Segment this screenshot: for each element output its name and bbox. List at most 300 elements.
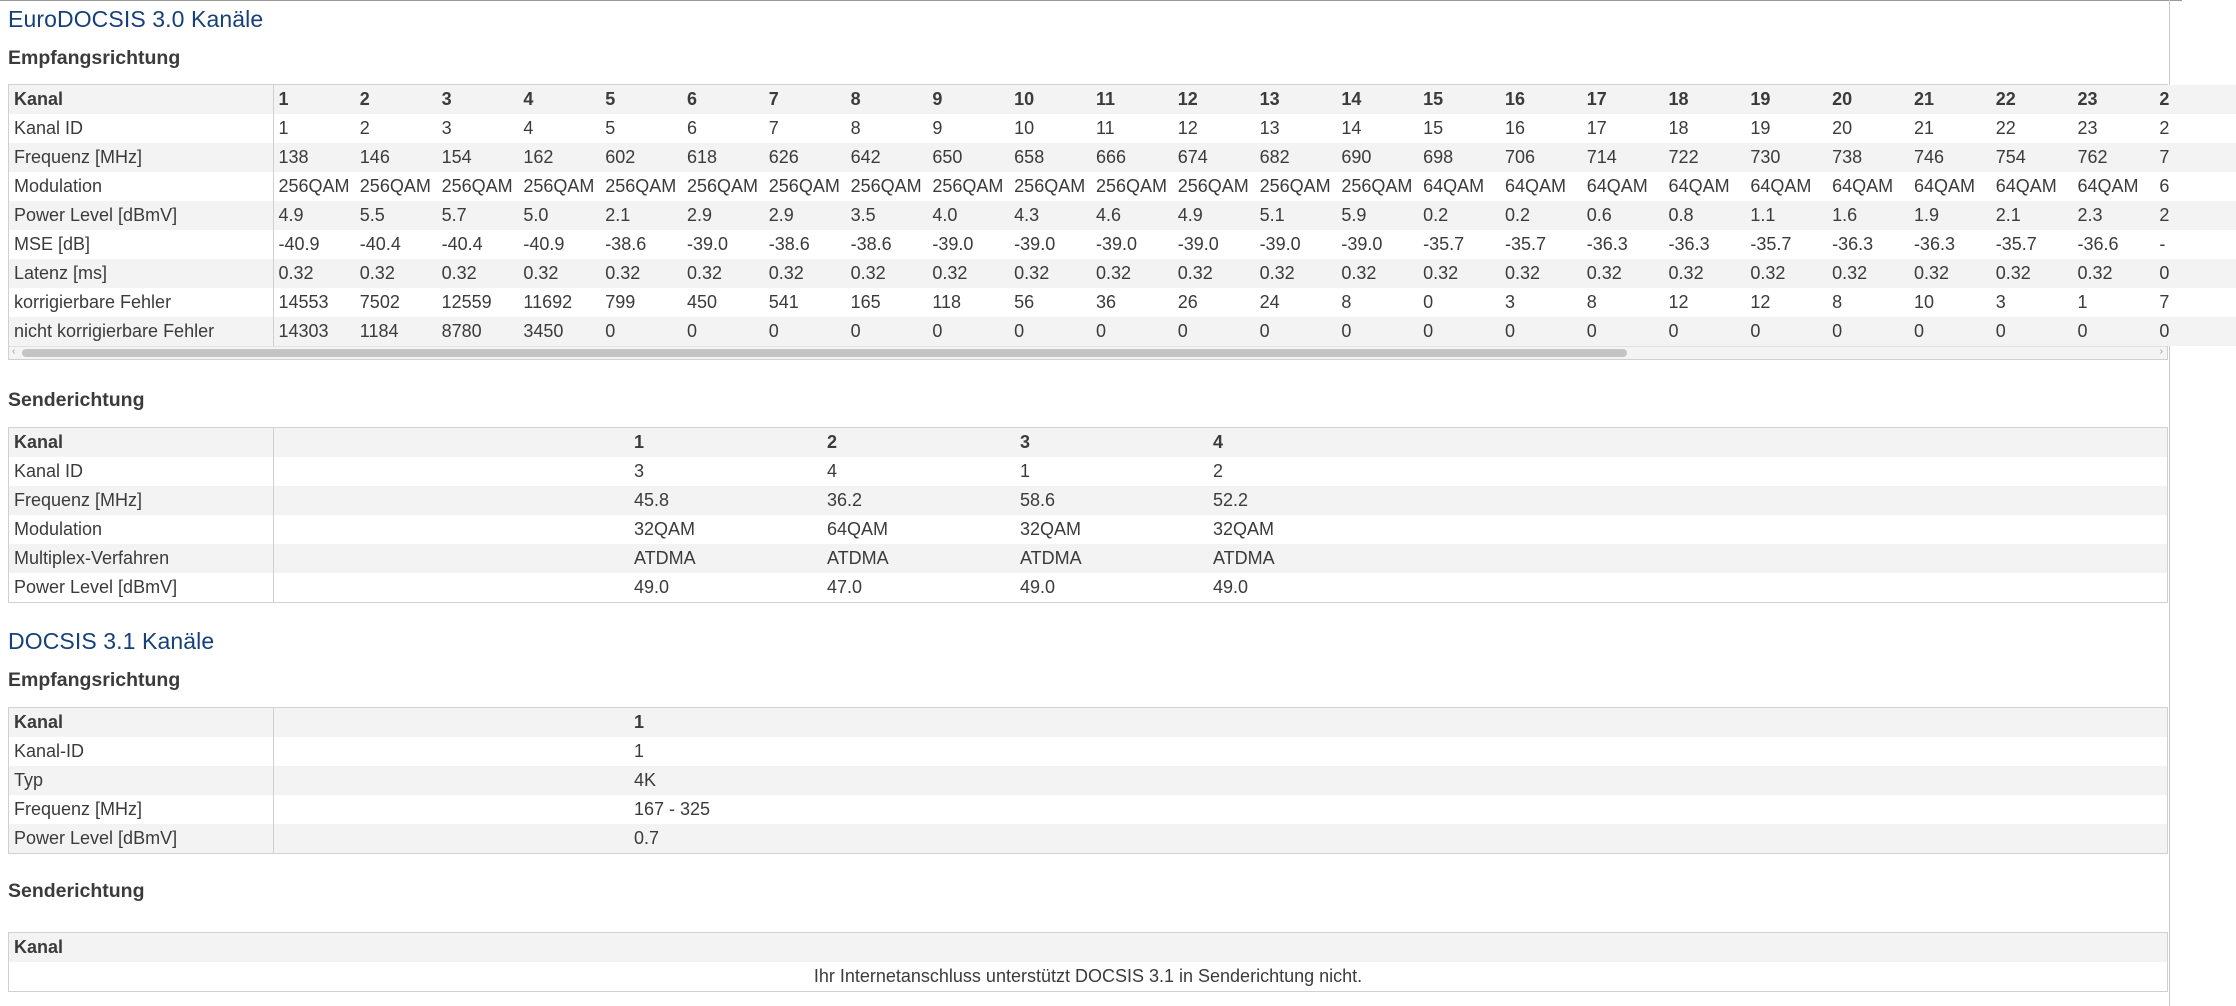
table-cell: 0.32 xyxy=(1336,259,1418,288)
row-label: Power Level [dBmV] xyxy=(9,824,273,853)
table-cell: -38.6 xyxy=(764,230,846,259)
spacer-cell xyxy=(273,515,629,544)
spacer-cell xyxy=(273,824,629,853)
table-cell: 0 xyxy=(2073,317,2155,346)
table-cell: 64QAM xyxy=(1582,172,1664,201)
docsis30-upstream-heading: Senderichtung xyxy=(8,389,145,411)
table-cell: 64QAM xyxy=(1664,172,1746,201)
table-cell: -39.0 xyxy=(1255,230,1337,259)
docsis31-upstream-table-container xyxy=(8,932,2168,992)
table-cell: -39.0 xyxy=(927,230,1009,259)
table-cell: -36.3 xyxy=(1827,230,1909,259)
row-label: Kanal ID xyxy=(9,457,273,486)
table-cell: 0.32 xyxy=(1500,259,1582,288)
table-cell: 3 xyxy=(1991,288,2073,317)
table-cell: 12 xyxy=(1745,288,1827,317)
table-cell: 256QAM xyxy=(1009,172,1091,201)
channel-header-cell: 6 xyxy=(682,85,764,114)
table-cell: 2.9 xyxy=(764,201,846,230)
table-cell: 0 xyxy=(1582,317,1664,346)
channel-header-cell: 7 xyxy=(764,85,846,114)
row-label: Power Level [dBmV] xyxy=(9,573,273,602)
table-cell: 658 xyxy=(1009,143,1091,172)
table-cell: 1184 xyxy=(355,317,437,346)
filler-cell xyxy=(822,708,2167,737)
table-cell: 26 xyxy=(1173,288,1255,317)
channel-header-cell: 22 xyxy=(1991,85,2073,114)
table-cell: 0 xyxy=(1991,317,2073,346)
row-label: MSE [dB] xyxy=(9,230,273,259)
table-cell: 10 xyxy=(1909,288,1991,317)
docsis30-upstream-table xyxy=(9,428,2168,602)
table-cell: -39.0 xyxy=(1173,230,1255,259)
filler-cell xyxy=(1401,544,2167,573)
table-row xyxy=(9,737,2167,766)
table-cell: 256QAM xyxy=(1091,172,1173,201)
spacer-cell xyxy=(273,795,629,824)
table-cell: 0.32 xyxy=(518,259,600,288)
table-cell: 0.32 xyxy=(355,259,437,288)
row-label: Kanal ID xyxy=(9,114,273,143)
channel-header-cell: 21 xyxy=(1909,85,1991,114)
channel-header-cell: 16 xyxy=(1500,85,1582,114)
table-cell: 1 xyxy=(1015,457,1208,486)
table-cell: 0.32 xyxy=(846,259,928,288)
table-cell: 12559 xyxy=(437,288,519,317)
table-cell: 13 xyxy=(1255,114,1337,143)
row-label: Multiplex-Verfahren xyxy=(9,544,273,573)
spacer-cell xyxy=(273,708,629,737)
table-cell: 8 xyxy=(1336,288,1418,317)
table-cell: 0 xyxy=(1255,317,1337,346)
scroll-left-arrow-icon[interactable]: ‹ xyxy=(12,346,16,357)
table-cell: 58.6 xyxy=(1015,486,1208,515)
table-cell: 5.0 xyxy=(518,201,600,230)
table-cell: 256QAM xyxy=(927,172,1009,201)
channel-header-cell: 12 xyxy=(1173,85,1255,114)
filler-cell xyxy=(1401,457,2167,486)
table-cell: 10 xyxy=(1009,114,1091,143)
channel-header-cell: 2 xyxy=(2154,85,2236,114)
channel-header-cell: 3 xyxy=(1015,428,1208,457)
table-cell: -39.0 xyxy=(1091,230,1173,259)
table-cell: 0.32 xyxy=(1582,259,1664,288)
table-cell: 36.2 xyxy=(822,486,1015,515)
table-cell: 1 xyxy=(2073,288,2155,317)
table-cell: 0.2 xyxy=(1418,201,1500,230)
table-cell: 256QAM xyxy=(437,172,519,201)
table-cell: 5 xyxy=(600,114,682,143)
table-cell: 256QAM xyxy=(273,172,355,201)
table-cell: 146 xyxy=(355,143,437,172)
channel-header-cell: 1 xyxy=(629,428,822,457)
table-cell: 762 xyxy=(2073,143,2155,172)
docsis31-upstream-table xyxy=(9,933,2167,991)
spacer-cell xyxy=(273,457,629,486)
table-cell: 256QAM xyxy=(682,172,764,201)
table-row xyxy=(9,544,2167,573)
table-cell: 0.32 xyxy=(273,259,355,288)
table-cell: 167 - 325 xyxy=(629,795,822,824)
table-cell: 11 xyxy=(1091,114,1173,143)
table-cell: 0 xyxy=(600,317,682,346)
table-cell: 162 xyxy=(518,143,600,172)
row-label: Power Level [dBmV] xyxy=(9,201,273,230)
docsis31-downstream-table xyxy=(9,708,2167,853)
table-cell: 650 xyxy=(927,143,1009,172)
table-cell: 0.32 xyxy=(437,259,519,288)
channel-header-cell: 11 xyxy=(1091,85,1173,114)
table-cell: 0.32 xyxy=(2073,259,2155,288)
table-cell: 754 xyxy=(1991,143,2073,172)
table-cell: 0.32 xyxy=(1009,259,1091,288)
table-cell: 2 xyxy=(2154,114,2236,143)
channel-header-cell: 10 xyxy=(1009,85,1091,114)
table-row xyxy=(9,143,2236,172)
table-cell: -39.0 xyxy=(682,230,764,259)
table-cell: -40.9 xyxy=(273,230,355,259)
table-cell: -40.9 xyxy=(518,230,600,259)
table-cell: -38.6 xyxy=(600,230,682,259)
table-cell: ATDMA xyxy=(1015,544,1208,573)
table-cell: 4.3 xyxy=(1009,201,1091,230)
table-cell: 14 xyxy=(1336,114,1418,143)
table-cell: 2.9 xyxy=(682,201,764,230)
table-cell: 256QAM xyxy=(1173,172,1255,201)
table-cell: 450 xyxy=(682,288,764,317)
spacer-cell xyxy=(273,573,629,602)
table-row xyxy=(9,114,2236,143)
table-cell: 4 xyxy=(822,457,1015,486)
channel-header-cell: 2 xyxy=(355,85,437,114)
docsis30-downstream-table xyxy=(9,85,2236,346)
table-cell: 64QAM xyxy=(1909,172,1991,201)
table-cell: -39.0 xyxy=(1009,230,1091,259)
table-cell: 9 xyxy=(927,114,1009,143)
table-cell: -36.3 xyxy=(1909,230,1991,259)
row-label: Typ xyxy=(9,766,273,795)
table-row xyxy=(9,172,2236,201)
channel-header-cell: 4 xyxy=(1208,428,1401,457)
filler-cell xyxy=(1401,573,2167,602)
table-cell: 56 xyxy=(1009,288,1091,317)
table-cell: 0 xyxy=(1173,317,1255,346)
table-cell: 165 xyxy=(846,288,928,317)
table-cell: 0.2 xyxy=(1500,201,1582,230)
table-cell: 2.1 xyxy=(600,201,682,230)
channel-header-cell: 19 xyxy=(1745,85,1827,114)
table-cell: 45.8 xyxy=(629,486,822,515)
table-cell: 0 xyxy=(1827,317,1909,346)
table-cell: 1.6 xyxy=(1827,201,1909,230)
table-cell: 52.2 xyxy=(1208,486,1401,515)
table-cell: 3 xyxy=(437,114,519,143)
table-cell: 714 xyxy=(1582,143,1664,172)
table-cell: 722 xyxy=(1664,143,1746,172)
docsis31-upstream-heading: Senderichtung xyxy=(8,880,145,902)
table-cell: 64QAM xyxy=(1418,172,1500,201)
table-cell: 2 xyxy=(2154,201,2236,230)
table-cell: 0 xyxy=(1009,317,1091,346)
table-cell: 7 xyxy=(2154,288,2236,317)
table-cell: 7 xyxy=(764,114,846,143)
table-cell: 0.32 xyxy=(1091,259,1173,288)
table-cell: 0.32 xyxy=(1991,259,2073,288)
table-cell: 24 xyxy=(1255,288,1337,317)
table-cell: 7 xyxy=(2154,143,2236,172)
table-cell: 0 xyxy=(1500,317,1582,346)
table-cell: 12 xyxy=(1664,288,1746,317)
table-cell: 256QAM xyxy=(1255,172,1337,201)
table-cell: 0.7 xyxy=(629,824,822,853)
table-cell: 23 xyxy=(2073,114,2155,143)
table-row xyxy=(9,259,2236,288)
table-cell: 18 xyxy=(1664,114,1746,143)
table-cell: 64QAM xyxy=(1991,172,2073,201)
table-cell: 730 xyxy=(1745,143,1827,172)
table-cell: 0 xyxy=(764,317,846,346)
row-label: Latenz [ms] xyxy=(9,259,273,288)
table-cell: 666 xyxy=(1091,143,1173,172)
table-cell: ATDMA xyxy=(629,544,822,573)
table-cell: 8 xyxy=(1582,288,1664,317)
table-cell: 4 xyxy=(518,114,600,143)
filler-cell xyxy=(822,795,2167,824)
table-cell: 0.32 xyxy=(600,259,682,288)
table-cell: 11692 xyxy=(518,288,600,317)
table-cell: 0 xyxy=(1664,317,1746,346)
table-cell: 12 xyxy=(1173,114,1255,143)
table-cell: 1.1 xyxy=(1745,201,1827,230)
table-cell: -40.4 xyxy=(355,230,437,259)
table-cell: 2 xyxy=(355,114,437,143)
table-cell: 64QAM xyxy=(1500,172,1582,201)
table-cell: 1.9 xyxy=(1909,201,1991,230)
filler-cell xyxy=(822,824,2167,853)
horizontal-scrollbar[interactable] xyxy=(9,346,2167,359)
table-cell: -35.7 xyxy=(1500,230,1582,259)
table-cell: 799 xyxy=(600,288,682,317)
filler-cell xyxy=(1401,486,2167,515)
table-row xyxy=(9,708,2167,737)
table-cell: 0 xyxy=(927,317,1009,346)
table-cell: 0.32 xyxy=(1173,259,1255,288)
table-cell: 2 xyxy=(1208,457,1401,486)
table-cell: 5.7 xyxy=(437,201,519,230)
table-cell: 1 xyxy=(629,737,822,766)
table-cell: 4.9 xyxy=(273,201,355,230)
table-cell: 256QAM xyxy=(518,172,600,201)
table-row xyxy=(9,230,2236,259)
row-label: nicht korrigierbare Fehler xyxy=(9,317,273,346)
channel-header-cell: 14 xyxy=(1336,85,1418,114)
row-label: Frequenz [MHz] xyxy=(9,143,273,172)
table-cell: 49.0 xyxy=(1208,573,1401,602)
table-cell: 1 xyxy=(273,114,355,143)
docsis30-downstream-table-container[interactable] xyxy=(8,84,2168,360)
table-cell: 690 xyxy=(1336,143,1418,172)
table-row xyxy=(9,824,2167,853)
row-label: korrigierbare Fehler xyxy=(9,288,273,317)
table-cell: 0.32 xyxy=(682,259,764,288)
table-cell: 698 xyxy=(1418,143,1500,172)
spacer-cell xyxy=(273,544,629,573)
table-cell: 36 xyxy=(1091,288,1173,317)
table-row xyxy=(9,201,2236,230)
table-cell: 0 xyxy=(2154,259,2236,288)
table-cell: -40.4 xyxy=(437,230,519,259)
table-row xyxy=(9,933,2167,962)
table-cell: 0 xyxy=(846,317,928,346)
row-label: Kanal xyxy=(9,708,273,737)
table-cell: 19 xyxy=(1745,114,1827,143)
table-cell: 642 xyxy=(846,143,928,172)
table-cell: 0.32 xyxy=(1745,259,1827,288)
table-cell: 0 xyxy=(1091,317,1173,346)
table-cell: 2.3 xyxy=(2073,201,2155,230)
table-cell: 4K xyxy=(629,766,822,795)
frame-top-border xyxy=(0,0,2182,1)
row-label: Modulation xyxy=(9,172,273,201)
table-cell: 5.5 xyxy=(355,201,437,230)
row-label: Frequenz [MHz] xyxy=(9,795,273,824)
table-cell: -36.3 xyxy=(1664,230,1746,259)
table-cell: 706 xyxy=(1500,143,1582,172)
table-cell: 3450 xyxy=(518,317,600,346)
table-cell: 5.1 xyxy=(1255,201,1337,230)
spacer-cell xyxy=(273,486,629,515)
table-cell: 64QAM xyxy=(822,515,1015,544)
docsis31-title: DOCSIS 3.1 Kanäle xyxy=(8,628,215,654)
table-cell: 14553 xyxy=(273,288,355,317)
table-cell: 15 xyxy=(1418,114,1500,143)
table-cell: 32QAM xyxy=(1208,515,1401,544)
channel-header-cell: 13 xyxy=(1255,85,1337,114)
table-cell: 32QAM xyxy=(629,515,822,544)
table-cell: 21 xyxy=(1909,114,1991,143)
table-cell: 0.32 xyxy=(1909,259,1991,288)
table-cell: 6 xyxy=(2154,172,2236,201)
table-row xyxy=(9,515,2167,544)
table-cell: ATDMA xyxy=(1208,544,1401,573)
table-cell: 0.8 xyxy=(1664,201,1746,230)
unsupported-message: Ihr Internetanschluss unterstützt DOCSIS 3.1 in Senderichtung nicht. xyxy=(9,962,2167,991)
table-cell: 256QAM xyxy=(1336,172,1418,201)
table-cell: 0 xyxy=(2154,317,2236,346)
spacer-cell xyxy=(273,766,629,795)
table-cell: 118 xyxy=(927,288,1009,317)
table-cell: 256QAM xyxy=(355,172,437,201)
table-cell: 7502 xyxy=(355,288,437,317)
table-cell: 0 xyxy=(682,317,764,346)
table-cell: 64QAM xyxy=(1745,172,1827,201)
table-cell: 256QAM xyxy=(600,172,682,201)
table-cell: 0.32 xyxy=(1418,259,1500,288)
row-label: Kanal xyxy=(9,428,273,457)
channel-header-cell: 23 xyxy=(2073,85,2155,114)
table-cell: -36.3 xyxy=(1582,230,1664,259)
channel-header-cell: 17 xyxy=(1582,85,1664,114)
table-cell: -39.0 xyxy=(1336,230,1418,259)
docsis30-downstream-heading: Empfangsrichtung xyxy=(8,47,181,69)
table-row xyxy=(9,573,2167,602)
spacer-cell xyxy=(273,428,629,457)
channel-header-cell: 8 xyxy=(846,85,928,114)
table-cell: 0 xyxy=(1418,288,1500,317)
table-cell: 14303 xyxy=(273,317,355,346)
table-row xyxy=(9,795,2167,824)
table-cell: 626 xyxy=(764,143,846,172)
scrollbar-thumb[interactable] xyxy=(22,349,1627,357)
table-row xyxy=(9,85,2236,114)
table-cell: ATDMA xyxy=(822,544,1015,573)
table-cell: -35.7 xyxy=(1745,230,1827,259)
table-cell: 64QAM xyxy=(2073,172,2155,201)
scroll-right-arrow-icon[interactable]: › xyxy=(2159,346,2163,357)
row-label: Kanal xyxy=(9,85,273,114)
table-cell: 64QAM xyxy=(1827,172,1909,201)
table-cell: 154 xyxy=(437,143,519,172)
table-cell: 541 xyxy=(764,288,846,317)
table-cell: 8 xyxy=(1827,288,1909,317)
table-cell: 22 xyxy=(1991,114,2073,143)
table-cell: 602 xyxy=(600,143,682,172)
table-cell: 3.5 xyxy=(846,201,928,230)
table-cell: 17 xyxy=(1582,114,1664,143)
table-cell: 20 xyxy=(1827,114,1909,143)
table-cell: 0.32 xyxy=(927,259,1009,288)
table-cell: 8780 xyxy=(437,317,519,346)
channel-header-cell: 2 xyxy=(822,428,1015,457)
table-cell: 0.32 xyxy=(1255,259,1337,288)
channel-header-cell: 1 xyxy=(273,85,355,114)
table-cell: 0.32 xyxy=(764,259,846,288)
table-row xyxy=(9,288,2236,317)
table-cell: 746 xyxy=(1909,143,1991,172)
table-cell: -35.7 xyxy=(1991,230,2073,259)
table-cell: 618 xyxy=(682,143,764,172)
table-cell: 0.32 xyxy=(1827,259,1909,288)
channel-header-cell: 4 xyxy=(518,85,600,114)
filler-cell xyxy=(822,766,2167,795)
table-row xyxy=(9,457,2167,486)
table-cell: 8 xyxy=(846,114,928,143)
table-row xyxy=(9,428,2167,457)
table-cell: 0.6 xyxy=(1582,201,1664,230)
docsis30-upstream-table-container xyxy=(8,427,2168,603)
table-cell: 674 xyxy=(1173,143,1255,172)
table-cell: 0 xyxy=(1336,317,1418,346)
filler-cell xyxy=(1401,428,2167,457)
table-cell: 682 xyxy=(1255,143,1337,172)
table-cell: 4.6 xyxy=(1091,201,1173,230)
docsis31-downstream-table-container xyxy=(8,707,2168,854)
spacer-cell xyxy=(273,737,629,766)
table-cell: -38.6 xyxy=(846,230,928,259)
filler-cell xyxy=(1401,515,2167,544)
channel-header-cell: 15 xyxy=(1418,85,1500,114)
row-label-kanal: Kanal xyxy=(9,933,2167,962)
docsis31-downstream-heading: Empfangsrichtung xyxy=(8,669,181,691)
table-cell: 4.9 xyxy=(1173,201,1255,230)
row-label: Frequenz [MHz] xyxy=(9,486,273,515)
row-label: Kanal-ID xyxy=(9,737,273,766)
filler-cell xyxy=(822,737,2167,766)
table-cell: -36.6 xyxy=(2073,230,2155,259)
table-cell: 256QAM xyxy=(764,172,846,201)
table-cell: 32QAM xyxy=(1015,515,1208,544)
channel-header-cell: 18 xyxy=(1664,85,1746,114)
